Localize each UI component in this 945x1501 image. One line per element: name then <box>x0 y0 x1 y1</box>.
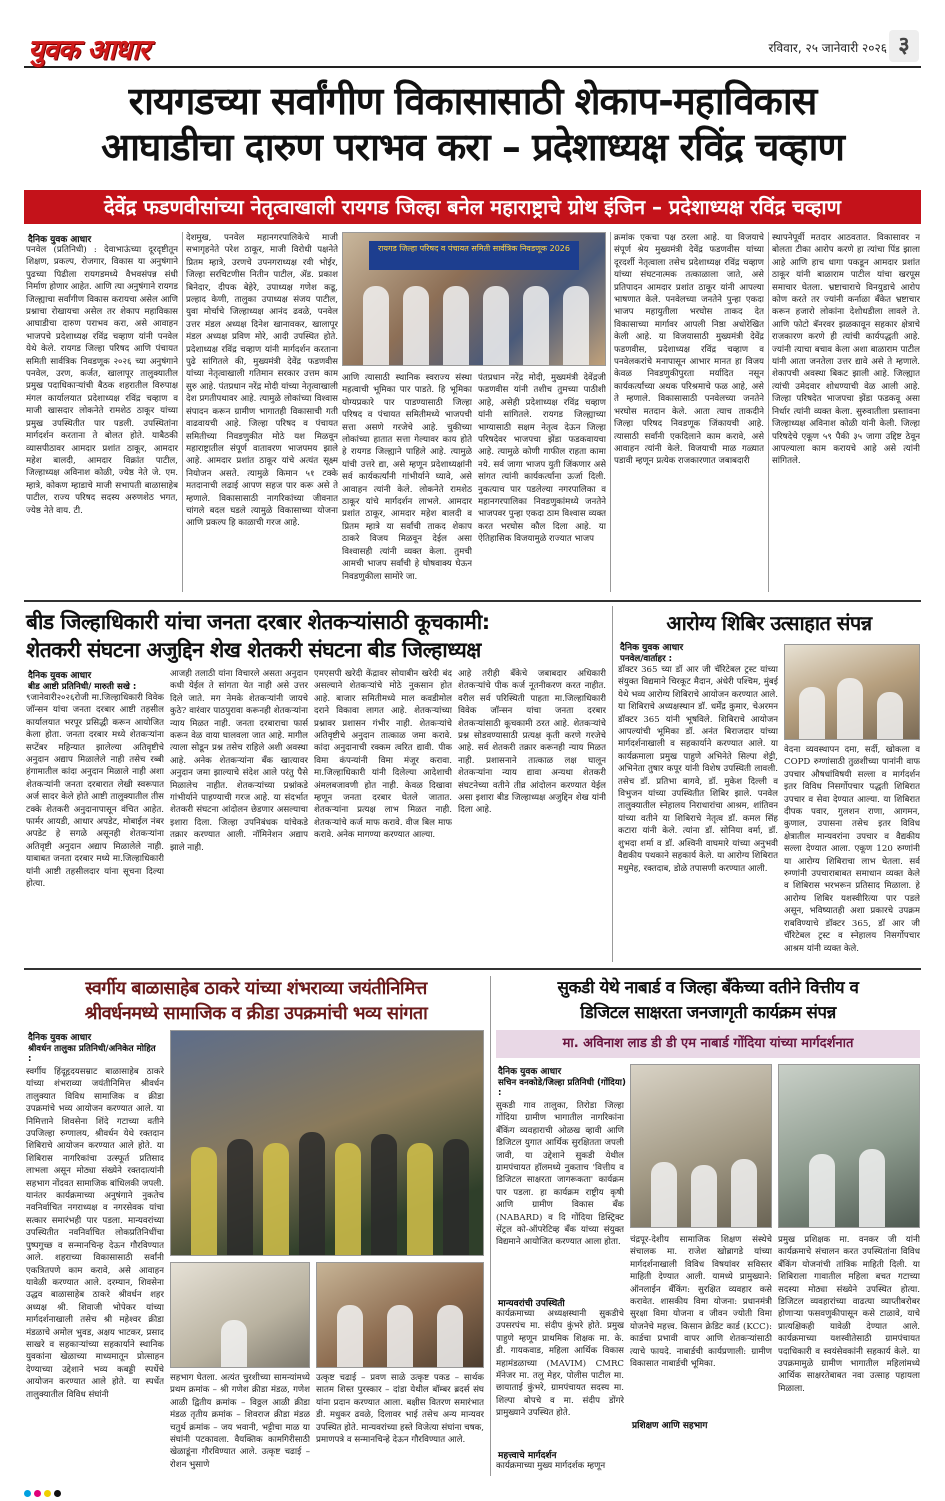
balasaheb-headline-line1: स्वर्गीय बाळासाहेब ठाकरे यांच्या शंभराव्या जयंतीनिमित्त <box>85 978 427 999</box>
lead-column-3: आणि त्यासाठी स्थानिक स्वराज्य संस्था महत्वाची भूमिका पार पाडते. हि भूमिका योग्यप्रकारे पार पाडण्यासाठी जिल्हा परिषद व पंचायत समितीमध्ये भाजपची सत्ता असणे गरजेचे आहे. चुकीच्या लोकांच्या हातात सत्ता गेल्यावर काय होते हे रायगड जिल्ह्याने पाहिले आहे. त्यामुळे यांची उत्तरे द्या, असे म्हणून प्रदेशाध्यक्षांनी सर्व कार्यकर्त्यांनी गांभीर्याने घ्यावे, असे आवाहन त्यांनी केले. लोकनेते रामशेठ ठाकूर यांचे मार्गदर्शन लाभले. आमदार प्रशांत ठाकूर, आमदार महेश बालदी व प्रितम म्हात्रे या सर्वांची ताकद शेकाप ठाकरे विजय मिळवून देईल असा विश्वासही त्यांनी व्यक्त केला. तुमची आमची भाजप सर्वांची हे घोषवाक्य घेऊन निवडणुकीला सामोरे जा. <box>342 373 472 582</box>
photo-person <box>403 286 429 365</box>
photo-person <box>731 1159 757 1227</box>
arogya-dateline: पनवेल/वार्ताहर : <box>620 654 673 664</box>
column-divider <box>610 232 611 592</box>
photo-person <box>483 286 509 365</box>
masthead <box>24 28 921 68</box>
arogya-headline: आरोग्य शिबिर उत्साहात संपन्न <box>666 611 872 635</box>
print-registration-marks <box>24 1482 921 1492</box>
lead-column-5: क्रमांक एकचा पक्ष ठरला आहे. या विजयाचे संपूर्ण श्रेय मुख्यमंत्री देवेंद्र फडणवीस यांच्या दूरदर्शी नेतृत्वाला तसेच प्रदेशाध्यक्ष रविंद्र चव्हाण यांच्या संघटनात्मक तत्काळाला जाते, असे प्रतिपादन आमदार प्रशांत ठाकूर यांनी आपल्या भाषणात केले. पनवेलच्या जनतेने पुन्हा एकदा भाजप महायुतीला भरघोस ताकद देत विकासाच्या मार्गावर आपली निष्ठा अधोरेखित केली आहे. या विजयासाठी मुख्यमंत्री देवेंद्र फडणवीस, प्रदेशाध्यक्ष रविंद्र चव्हाण व पनवेलकरांचे मनापासून आभार मानत हा विजय केवळ निवडणुकीपुरता मर्यादित नसून कार्यकर्त्यांच्या अथक परिश्रमाचे फळ आहे, असे ते म्हणाले. विकासासाठी पनवेलच्या जनतेने भरघोस मतदान केले. आता त्याच ताकदीने जिल्हा परिषद निवडणूक जिंकायची आहे. त्यासाठी सर्वांनी एकदिलाने काम करावे, असे आवाहन त्यांनी केले. विजयाची माळ गळ्यात पडावी म्हणून प्रत्येक राजकारणात जबाबदारी <box>614 233 764 467</box>
lead-column-2: देशमुख, पनवेल महानगरपालिकेचे माजी सभागृहनेते परेश ठाकूर, माजी विरोधी पक्षनेते प्रितम म्हात्रे, उरणचे उपनगराध्यक्ष रवी भोईर, जिल्हा सरचिटणीस नितीन पाटील, ॲड. प्रकाश बिनेदार, दीपक बेहेरे, उपाध्यक्ष गणेश कडू, प्रल्हाद केणी, तालुका उपाध्यक्ष संजय पाटील, युवा मोर्चाचे जिल्हाध्यक्ष आनंद ढवळे, पनवेल उत्तर मंडल अध्यक्ष दिनेश खानावकर, खालापूर मंडल अध्यक्ष प्रविण मोरे, आदी उपस्थित होते. प्रदेशाध्यक्ष रविंद्र चव्हाण यांनी मार्गदर्शन करताना पुढे सांगितले की, मुख्यमंत्री देवेंद्र फडणवीस यांच्या नेतृत्वाखाली गतिमान सरकार उत्तम काम सुरु आहे. पंतप्रधान नरेंद्र मोदी यांच्या नेतृत्वाखाली देश प्रगतीपथावर आहे. त्यामुळे लोकांच्या विश्वास संपादन करून ग्रामीण भागातही विकासाची गती वाढवायची आहे. जिल्हा परिषद व पंचायत समितीच्या निवडणुकीत मोठे यश मिळवून महाराष्ट्रातील संपूर्ण वातावरण भाजपमय झाले आहे. आमदार प्रशांत ठाकूर यांचे अत्यंत सूक्ष्म नियोजन असते. त्यामुळे किमान ५१ टक्के मतदानाची लढाई आपण सहज पार करू असे ते म्हणाले. विकासासाठी नागरिकांच्या जीवनात चांगले बदल घडले त्यामुळे विकासाच्या योजना आणि प्रकल्प हि काळाची गरज आहे. <box>186 233 338 529</box>
photo-person <box>523 286 549 365</box>
photo-person <box>437 1305 463 1367</box>
magenta-mark <box>34 1490 41 1497</box>
sukadi-subhead-guidance: महत्त्वाचे मार्गदर्शन <box>498 1451 557 1461</box>
blood-donation-photo <box>170 1262 310 1368</box>
balasaheb-column-3: उत्कृष्ट चढाई – प्रवण साळे उत्कृष्ट पकड – सार्थक सातम शिस्त पुरस्कार – दांडा येथील बॉम्बर ब्रदर्स संघ यांना प्रदान करण्यात आला. बक्षीस वितरण समारंभात डी. मधुकर ढवळे, दिलावर भाई तसेच अन्य मान्यवर उपस्थित होते. मान्यवरांच्या हस्ते विजेत्या संघांना चषक, प्रमाणपत्रे व सन्मानचिन्हे देऊन गौरविण्यात आले. <box>316 1373 484 1446</box>
sukadi-byline: दैनिक युवक आधार <box>498 1067 562 1077</box>
sukadi-subheadline: मा. अविनाश लाड डी डी एम नाबार्ड गोंदिया यांच्या मार्गदर्शनात <box>496 1030 920 1058</box>
beed-column-1: ९जानेवारी२०२६रोजी मा.जिल्हाधिकारी विवेक जॉन्सन यांचा जनता दरबार आष्टी तहसील कार्यालयात भरपूर प्रसिद्धी करून आयोजित केला होता. जनता दरबार मध्ये शेतकऱ्यांना सप्टेंबर महिन्यात झालेल्या अतिवृष्टीचे अनुदान अद्याप मिळालेले नाही तसेच रब्बी हंगामातील कांदा अनुदान मिळाले नाही अशा शेतकऱ्यांनी जनता दरबारात लेखी स्वरूपात अर्ज सादर केले होते आष्टी तालुक्यातील तीस टक्के शेतकरी अनुदानापासून वंचित आहेत. फार्मर आयडी, आधार अपडेट, मोबाईल नंबर अपडेट हे सगळे असूनही शेतकऱ्यांना अतिवृष्टी अनुदान अद्याप मिळालेले नाही. याबाबत जनता दरबार मध्ये मा.जिल्हाधिकारी यांनी आष्टी तहसीलदार यांना सूचना दिल्या होत्या. <box>26 693 164 890</box>
column-divider <box>612 606 613 962</box>
lead-strap: देवेंद्र फडणवीसांच्या नेतृत्वाखाली रायगड जिल्हा बनेल महाराष्ट्राचे ग्रोथ इंजिन – प्रदेशाध्यक्ष रविंद्र चव्हाण <box>24 190 921 224</box>
photo-person <box>799 687 825 739</box>
sukadi-headline <box>496 976 920 1026</box>
arogya-column-1: डॉक्टर 365 च्या डॉ आर जी चॅरिटेबल ट्रस्ट यांच्या संयुक्त विद्यमाने चिरकूट मैदान, अंधेरी पश्चिम, मुंबई येथे भव्य आरोग्य शिबिराचे आयोजन करण्यात आले. या शिबिराचे अध्यक्षस्थान डॉ. धर्मेंद्र कुमार, चेअरमन डॉक्टर 365 यांनी भूषविले. शिबिराचे आयोजन आपल्यांची भूमिका डॉ. अनंत बिराजदार यांच्या मार्गदर्शनाखाली व सहकार्याने करण्यात आले. या कार्यक्रमाला प्रमुख पाहुणे अभिनेते सिल्पा शेट्टी, अभिनेता तुषार कपूर यांनी विशेष उपस्थिती लावली. तसेच डॉ. प्रतिभा बागवे, डॉ. मुकेश दिल्ली व विभुजन यांच्या उपस्थितीत शिबिर झाले. पनवेल तालुक्यातील स्नेहालय निराधारांचा आश्रम, शांतिवन यांच्या वतीने या शिबिराचे नेतृत्व डॉ. कमल सिंह कटारा यांनी केले. त्यांना डॉ. सोनिया वर्मा, डॉ. शुभदा शर्मा व डॉ. अश्विनी वाघमारे यांच्या अनुभवी वैद्यकीय पथकाने सहकार्य केले. या आरोग्य शिबिरात मधुमेह, रक्तदाब, डोळे तपासणी करण्यात आली. <box>618 665 778 874</box>
lead-photo-banner: रायगड जिल्हा परिषद व पंचायत समिती सार्वत्रिक निवडणूक 2026 <box>369 241 579 270</box>
column-divider <box>768 232 769 592</box>
photo-person <box>651 1162 677 1227</box>
beed-column-4: आहे तरीही बँकेचे जबाबदार अधिकारी शेतकऱ्यांचे पीक कर्ज नूतनीकरण करत नाहीत. वरील सर्व परिस्थिती पाहता मा.जिल्हाधिकारी विवेक जॉन्सन यांचा जनता दरबार शेतकऱ्यांसाठी कूचकामी ठरत आहे. शेतकऱ्यांचे प्रश्न सोडवण्यासाठी प्रत्यक्ष कृती करणे गरजेचे आहे. सर्व शेतकरी तक्रार करूनही न्याय मिळत नाही. प्रशासनाने तात्काळ लक्ष घालून शेतकऱ्यांना न्याय द्यावा अन्यथा शेतकरी संघटनेच्या वतीने तीव्र आंदोलन करण्यात येईल असा इशारा बीड जिल्हाध्यक्ष अजुद्दिन शेख यांनी दिला आहे. <box>458 669 606 816</box>
balasaheb-column-2: सहभाग घेतला. अत्यंत चुरशीच्या सामन्यांमध्ये प्रथम क्रमांक – श्री गणेश क्रीडा मंडळ, गणेश आळी द्वितीय क्रमांक – विठ्ठल आळी क्रीडा मंडळ तृतीय क्रमांक – शिवराज क्रीडा मंडळ चतुर्थ क्रमांक – जय भवानी, भट्टीचा माळ या संघांनी पटकावला. वैयक्तिक कामगिरीसाठी खेळाडूंना गौरविण्यात आले. उत्कृष्ट चढाई – रोशन भुसाणे <box>170 1373 310 1470</box>
column-divider <box>182 232 183 592</box>
lead-photo <box>342 232 606 366</box>
lead-byline: दैनिक युवक आधार <box>28 235 92 245</box>
beed-dateline: बीड आष्टी प्रतिनिधी/ मारुती सखे : <box>28 682 137 692</box>
photo-person <box>691 1165 717 1227</box>
sukadi-headline-line1: सुकडी येथे नाबार्ड व जिल्हा बँकेच्या वतीने वित्तीय व <box>557 978 859 998</box>
photo-person <box>809 1154 835 1227</box>
sukadi-subhead-guests: मान्यवरांची उपस्थिती <box>498 1299 565 1309</box>
photo-person <box>371 1134 397 1255</box>
issue-date: रविवार, २५ जानेवारी २०२६ <box>768 41 887 55</box>
balasaheb-dateline: श्रीवर्धन तालुका प्रतिनिधी/अनिकेत मोहित : <box>28 1044 156 1064</box>
beed-column-2: आजही तलाठी यांना विचारले असता अनुदान कधी येईल ते सांगता येत नाही असे उत्तर दिले जाते. मग नेमके शेतकऱ्यांनी जायचे कुठे? वारंवार पाठपुरावा करूनही शेतकऱ्यांना न्याय मिळत नाही. जनता दरबाराचा फार्स करून वेळ वाया घालवला जात आहे. मागील त्याला सोडून प्रश्न तसेच राहिले अशी अवस्था आहे. अनेक शेतकऱ्यांना बँक खात्यावर अनुदान जमा झाल्याचे संदेश आले परंतु पैसे मिळालेच नाहीत. शेतकऱ्यांच्या प्रश्नांकडे गांभीर्याने पाहण्याची गरज आहे. या संदर्भात शेतकरी संघटना आंदोलन छेडणार असल्याचा इशारा दिला. जिल्हा उपनिबंधक यांचेकडे तक्रार करण्यात आली. नॉमिनेशन अद्याप झाले नाही. <box>170 669 308 853</box>
photo-person <box>263 1143 289 1255</box>
photo-person <box>443 286 469 365</box>
photo-person <box>337 1305 363 1367</box>
photo-person <box>837 678 863 739</box>
newspaper-logo: युवक आधार <box>28 33 149 66</box>
photo-person <box>227 1139 253 1255</box>
photo-person <box>335 1143 361 1255</box>
sukadi-column-1: सुकडी गाव तालुका, तिरोडा जिल्हा गोंदिया ग्रामीण भागातील नागरिकांना बँकिंग व्यवहाराची ओळख व्हावी आणि डिजिटल युगात आर्थिक सुरक्षितता जपली जावी, या उद्देशाने सुकडी येथील ग्रामपंचायत हॉलमध्ये नुकताच 'वित्तीय व डिजिटल साक्षरता जागरूकता' कार्यक्रम पार पडला. हा कार्यक्रम राष्ट्रीय कृषी आणि ग्रामीण विकास बँक (NABARD) व दि गोंदिया डिस्ट्रिक्ट सेंट्रल को-ऑपरेटिव्ह बँक यांच्या संयुक्त विद्यमाने आयोजित करण्यात आला होता. <box>496 1101 624 1248</box>
black-mark <box>54 1490 61 1497</box>
column-divider <box>490 976 491 1476</box>
photo-person <box>299 1132 325 1255</box>
photo-person <box>191 1147 217 1255</box>
beed-byline: दैनिक युवक आधार <box>28 671 92 681</box>
beed-column-3: एमएसपी खरेदी केंद्रावर सोयाबीन खरेदी बंद असल्याने शेतकऱ्यांचे मोठे नुकसान होत आहे. बाजार समितीमध्ये माल कवडीमोल दराने विकावा लागत आहे. शेतकऱ्यांच्या प्रश्नावर प्रशासन गंभीर नाही. शेतकऱ्यांचे अतिवृष्टीचे अनुदान तात्काळ जमा करावे. कांदा अनुदानाची रक्कम त्वरित द्यावी. पीक विमा कंपन्यांनी विमा मंजूर करावा. मा.जिल्हाधिकारी यांनी दिलेल्या आदेशाची अंमलबजावणी होत नाही. केवळ दिखावा म्हणून जनता दरबार घेतले जातात. शेतकऱ्यांना प्रत्यक्ष लाभ मिळत नाही. शेतकऱ्यांचे कर्ज माफ करावे. वीज बिल माफ करावे. अनेक मागण्या करण्यात आल्या. <box>314 669 452 841</box>
sukadi-photo-hall <box>630 1064 772 1228</box>
photo-person <box>387 1305 413 1367</box>
lead-column-4: पंतप्रधान नरेंद्र मोदी, मुख्यमंत्री देवेंद्रजी फडणवीस यांनी तशीच तुमच्या पाठीशी आहे, असेही प्रदेशाध्यक्ष रविंद्र चव्हाण यांनी सांगितले. रायगड जिल्ह्याच्या भाग्यासाठी सक्षम नेतृत्व देऊन जिल्हा परिषदेवर भाजपचा झेंडा फडकवायचा आहे. त्यामुळे कोणी गाफील राहता कामा नये. सर्व जागा भाजप युती जिंकणार असे सांगत त्यांनी कार्यकर्त्यांना ऊर्जा दिली. नुकत्याच पार पडलेल्या नगरपालिका व महानगरपालिका निवडणुकांमध्ये जनतेने भाजपवर पुन्हा एकदा ठाम विश्वास व्यक्त करत भरघोस कौल दिला आहे. या ऐतिहासिक विजयामुळे राज्यात भाजप <box>478 373 606 545</box>
lead-headline-line1: रायगडच्या सर्वांगीण विकासासाठी शेकाप-महाविकास <box>128 79 817 123</box>
balasaheb-byline: दैनिक युवक आधार <box>28 1033 92 1043</box>
sukadi-column-1c: कार्यक्रमाच्या मुख्य मार्गदर्शक म्हणून <box>496 1461 606 1471</box>
balasaheb-column-1: स्वर्गीय हिंदूहृदयसम्राट बाळासाहेब ठाकरे यांच्या शंभराव्या जयंतीनिमित्त श्रीवर्धन तालुक्यात विविध सामाजिक व क्रीडा उपक्रमांचे भव्य आयोजन करण्यात आले. या निमित्ताने शिवसेना शिंदे गटाच्या वतीने उपजिल्हा रुग्णालय, श्रीवर्धन येथे रक्तदान शिबिराचे आयोजन करण्यात आले होते. या शिबिरास नागरिकांचा उत्स्फूर्त प्रतिसाद लाभला असून मोठ्या संख्येने रक्तदात्यांनी सहभाग नोंदवत सामाजिक बांधिलकी जपली. यानंतर कार्यक्रमाच्या अनुषंगाने नुकतेच नवनिर्वाचित नगराध्यक्ष व नगरसेवक यांचा सत्कार समारंभही पार पडला. मान्यवरांच्या उपस्थितीत नवनिर्वाचित लोकप्रतिनिधींचा पुष्पगुच्छ व सन्मानचिन्ह देऊन गौरविण्यात आले. शहराच्या विकासासाठी सर्वांनी एकत्रितपणे काम करावे, असे आवाहन यावेळी करण्यात आले. दरम्यान, शिवसेना उद्धव बाळासाहेब ठाकरे श्रीवर्धन शहर अध्यक्ष श्री. शिवाजी भोपेकर यांच्या मार्गदर्शनाखाली तसेच श्री महेश्वर क्रीडा मंडळाचे अमोल भुवड, अक्षय भाटकर, प्रसाद साखरे व सहकाऱ्यांच्या सहकार्याने स्थानिक युवकांना खेळाच्या माध्यमातून प्रोत्साहन देण्याच्या उद्देशाने भव्य कबड्डी स्पर्धेचे आयोजन करण्यात आले होते. या स्पर्धेत तालुक्यातील विविध संघांनी <box>26 1067 164 1400</box>
beed-headline <box>26 608 606 664</box>
sukadi-column-2: चंद्रपूर-देशीय सामाजिक शिक्षण संस्थेचे संचालक मा. राजेश खोब्रागडे यांच्या मार्गदर्शनाखाली विविध विषयांवर सविस्तर माहिती देण्यात आली. यामध्ये प्रामुख्याने: ऑनलाईन बँकिंग: सुरक्षित व्यवहार कसे करावेत. शासकीय विमा योजना: प्रधानमंत्री सुरक्षा विमा योजना व जीवन ज्योती विमा योजनेचे महत्त्व. किसान क्रेडिट कार्ड (KCC): कार्डचा प्रभावी वापर आणि शेतकऱ्यांसाठी त्याचे फायदे. नाबार्डची कार्यप्रणाली: ग्रामीण विकासात नाबार्डची भूमिका. <box>630 1235 772 1370</box>
beed-headline-line1: बीड जिल्हाधिकारी यांचा जनता दरबार शेतकऱ्यांसाठी कूचकामी: <box>26 610 490 634</box>
balasaheb-headline-line2: श्रीवर्धनमध्ये सामाजिक व क्रीडा उपक्रमांची भव्य सांगता <box>84 1003 428 1024</box>
kabaddi-team-photo <box>170 1030 484 1256</box>
sukadi-column-1b: कार्यक्रमाच्या अध्यक्षस्थानी सुकडीचे उपसरपंच मा. संदीप कुंभरे होते. प्रमुख पाहुणे म्हणून प्राथमिक शिक्षक मा. के. डी. गायकवाड, महिला आर्थिक विकास महामंडळाच्या (MAVIM) CMRC मॅनेजर मा. तलु मेहर, पोलीस पाटील मा. छायाताई कुंभरे, ग्रामपंचायत सदस्य मा. शिल्पा बोपचे व मा. संदीप डोंगरे प्रामुख्याने उपस्थित होते. <box>496 1309 624 1419</box>
photo-person <box>443 1139 469 1255</box>
photo-person <box>363 286 389 365</box>
lead-column-6: स्थापनेपूर्वी मतदार आठवतात. विकासावर न बोलता टीका आरोप करणे हा त्यांचा पिंड झाला आहे आणि हाच धागा पकडून आमदार प्रशांत ठाकूर यांनी बाळाराम पाटील यांचा खरपूस समाचार घेतला. भ्रष्टाचाराचे विनयुडाचे आरोप कोण करते तर ज्यांनी कर्नाळा बँकेत भ्रष्टाचार करून हजारो लोकांना देशोधडीला लावले ते. आणि फोटो बॅनरवर झळकावून सहकार क्षेत्राचे राजकारण करणे ही त्यांची कार्यपद्धती आहे. ज्यांनी त्याचा बचाव केला अशा बाळाराम पाटील यांनी आता जनतेला उत्तर द्यावे असे ते म्हणाले. शेकापची अवस्था बिकट झाली आहे. जिल्ह्यात त्यांची उमेदवार शोधण्याची वेळ आली आहे. जिल्हा परिषदेत भाजपचा झेंडा फडकवू असा निर्धार त्यांनी व्यक्त केला. सुरुवातीला प्रस्तावना जिल्हाध्यक्ष अविनाश कोळी यांनी केली. जिल्हा परिषदेचे एकूण ५९ पैकी ३५ जागा उद्दिष्ट ठेवून आपल्याला काम करायचे आहे असे त्यांनी सांगितले. <box>772 233 920 467</box>
lead-headline-line2: आघाडीचा दारुण पराभव करा – प्रदेशाध्यक्ष रविंद्र चव्हाण <box>101 125 844 169</box>
arogya-column-2: वेदना व्यवस्थापन दमा, सर्दी, खोकला व COPD रुग्णांसाठी तुळशीच्या पानांनी वाफ उपचार औषधांविषयी सल्ला व मार्गदर्शन इतर विविध निसर्गोपचार पद्धती शिबिरात उपचार व सेवा देण्यात आल्या. या शिबिरात दीपक पवार, गुलशन राणा, आगमन, कुणाल, उपासना तसेच इतर विविध क्षेत्रातील मान्यवरांना उपचार व वैद्यकीय सल्ला देण्यात आला. एकूण 120 रुग्णांनी या आरोग्य शिबिराचा लाभ घेतला. सर्व रुग्णांनी उपचाराबाबत समाधान व्यक्त केले व शिबिरास भरभरून प्रतिसाद मिळाला. हे आरोग्य शिबिर यशस्वीरित्या पार पडले असून, भविष्यातही अशा प्रकारचे उपक्रम राबविण्याचे डॉक्टर 365, डॉ आर जी चॅरिटेबल ट्रस्ट व स्नेहालय निसर्गोपचार आश्रम यांनी व्यक्त केले. <box>784 745 920 954</box>
photo-person <box>877 692 903 739</box>
page-number: ३ <box>889 30 919 62</box>
arogya-photo <box>784 644 920 740</box>
beed-headline-line2: शेतकरी संघटना अजुद्दिन शेख शेतकरी संघटना बीड जिल्हाध्यक्ष <box>26 638 481 662</box>
photo-person <box>221 1320 247 1367</box>
yellow-mark <box>44 1490 51 1497</box>
section-rule <box>24 600 921 602</box>
arogya-byline: दैनिक युवक आधार <box>620 643 684 653</box>
cyan-mark <box>24 1490 31 1497</box>
felicitation-photo <box>316 1262 484 1368</box>
photo-person <box>563 286 589 365</box>
photo-person <box>407 1143 433 1255</box>
sukadi-dateline: सचिन वनकोडे/जिल्हा प्रतिनिधी (गोंदिया) : <box>498 1078 626 1098</box>
sukadi-subhead-training: प्रशिक्षण आणि सहभाग <box>632 1421 708 1431</box>
section-rule <box>24 968 921 970</box>
balasaheb-headline <box>26 976 486 1026</box>
sukadi-headline-line2: डिजिटल साक्षरता जनजागृती कार्यक्रम संपन्न <box>580 1003 836 1023</box>
sukadi-column-3: प्रमुख प्रशिक्षक मा. वनकर जी यांनी कार्यक्रमाचे संचालन करत उपस्थितांना विविध बँकिंग योजनांची तांत्रिक माहिती दिली. या शिबिराला गावातील महिला बचत गटाच्या सदस्या मोठ्या संख्येने उपस्थित होत्या. डिजिटल व्यवहारांच्या वाढत्या व्याप्तीबरोबर होणाऱ्या फसवणुकीपासून कसे टाळावे, याचे प्रात्यक्षिकही यावेळी देण्यात आले. कार्यक्रमाच्या यशस्वीतेसाठी ग्रामपंचायत पदाधिकारी व स्वयंसेवकांनी सहकार्य केले. या उपक्रमामुळे ग्रामीण भागातील महिलांमध्ये आर्थिक साक्षरतेबाबत नवा उत्साह पहायला मिळाला. <box>778 1235 920 1394</box>
photo-person <box>859 1149 885 1227</box>
sukadi-photo-meeting <box>778 1064 920 1228</box>
lead-column-1: पनवेल (प्रतिनिधी) : देवाभाऊंच्या दूरदृष्टीतून शिक्षण, प्रकल्प, रोजगार, विकास या अनुषंगाने पुढच्या पिढीला रायगडमध्ये वैभवसंपन्न संधी निर्माण होणार आहेत. आणि त्या अनुषंगाने रायगड जिल्ह्याचा सर्वांगीण विकास करायचा असेल आणि प्रश्नाचा रोखायचा असेल तर शेकाप महाविकास आघाडीचा दारुण पराभव करा, असे आवाहन भाजपचे प्रदेशाध्यक्ष रविंद्र चव्हाण यांनी पनवेल येथे केले. रायगड जिल्हा परिषद आणि पंचायत समिती सार्वत्रिक निवडणूक २०२६ च्या अनुषंगाने पनवेल, उरण, कर्जत, खालापूर तालुक्यातील प्रमुख पदाधिकाऱ्यांची बैठक शहरातील विरुपाक्ष मंगल कार्यालयात प्रदेशाध्यक्ष रविंद्र चव्हाण व माजी खासदार लोकनेते रामशेठ ठाकूर यांच्या प्रमुख उपस्थितीत पार पडली. उपस्थितांना मार्गदर्शन करताना ते बोलत होते. याबैठकी व्यासपीठावर आमदार प्रशांत ठाकूर, आमदार महेश बालदी, आमदार विक्रांत पाटील, जिल्हाध्यक्ष अविनाश कोळी, ज्येष्ठ नेते जे. एम. म्हात्रे, कोकण म्हाडाचे माजी सभापती बाळासाहेब पाटील, राज्य परिषद सदस्य अरुणशेठ भगत, ज्येष्ठ नेते वाय. टी. <box>26 245 178 516</box>
lead-headline <box>24 78 921 170</box>
